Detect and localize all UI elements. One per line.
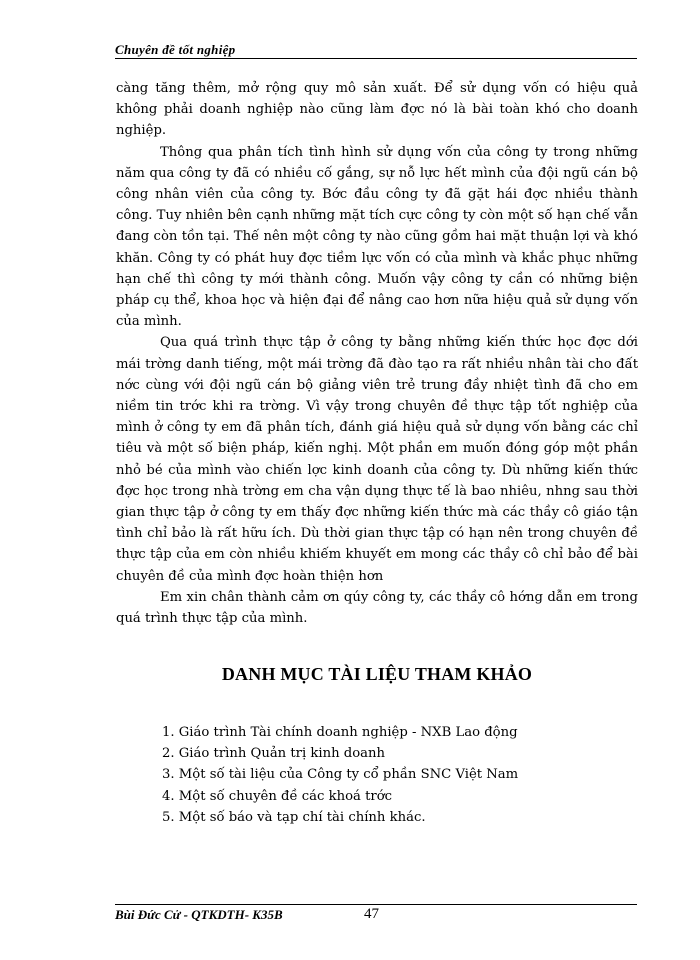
reference-item: 1. Giáo trình Tài chính doanh nghiệp - NXB Lao động xyxy=(162,725,518,740)
body-text xyxy=(116,78,638,629)
references-list xyxy=(162,722,518,828)
reference-item: 4. Một số chuyên đề các khoá trớc xyxy=(162,788,393,804)
footer-author: Bùi Đức Cử - QTKDTH- K35B xyxy=(115,907,283,922)
running-header: Chuyên đề tốt nghiệp xyxy=(115,42,236,57)
paragraph: Em xin chân thành cảm ơn qúy công ty, các thầy cô hớng dẫn em trong quá trình thực tập của mình. xyxy=(116,589,638,627)
header-divider xyxy=(115,58,637,59)
reference-item: 2. Giáo trình Quản trị kinh doanh xyxy=(162,746,386,762)
page-number: 47 xyxy=(364,906,379,922)
paragraph-continuation: càng tăng thêm, mở rộng quy mô sản xuất. Để sử dụng vốn có hiệu quả không phải doanh nghiệp nào cũng làm đợc nó là bài toàn khó cho doanh nghiệp. xyxy=(116,81,638,139)
footer-divider xyxy=(115,904,637,905)
paragraph: Thông qua phân tích tình hình sử dụng vốn của công ty trong những năm qua công ty đã có nhiều cố gắng, sự nỗ lực hết mình của đội ngũ cán bộ công nhân viên của công ty. Bớc đầu công ty đã gặt hái đợc nhiều thành công. Tuy nhiên bên cạnh những mặt tích cực công ty còn một số hạn chế vẫn đang còn tồn tại. Thế nên một công ty nào cũng gồm hai mặt thuận lợi và khó khăn. Công ty có phát huy đợc tiềm lực vốn có của mình và khắc phục những hạn chế thì công ty mới thành công. Muốn vậy công ty cần có những biện pháp cụ thể, khoa học và hiện đại để nâng cao hơn nữa hiệu quả sử dụng vốn của mình. xyxy=(116,144,638,330)
references-heading: DANH MỤC TÀI LIỆU THAM KHẢO xyxy=(221,664,533,684)
paragraph: Qua quá trình thực tập ở công ty bằng những kiến thức học đợc dới mái trờng danh tiếng, một mái trờng đã đào tạo ra rất nhiều nhân tài cho đất nớc cùng với đội ngũ cán bộ giảng viên trẻ trung đầy nhiệt tình đã cho em niềm tin trớc khi ra trờng. Vì vậy trong chuyên đề thực tập tốt nghiệp của mình ở công ty em đã phân tích, đánh giá hiệu quả sử dụng vốn bằng các chỉ tiêu và một số biện pháp, kiến nghị. Một phần em muốn đóng góp một phần nhỏ bé của mình vào chiến lợc kinh doanh của công ty. Dù những kiến thức đợc học trong nhà trờng em cha vận dụng thực tế là bao nhiêu, nhng sau thời gian thực tập ở công ty em thấy đợc những kiến thức mà các thầy cô giáo tận tình chỉ bảo là rất hữu ích. Dù thời gian thực tập có hạn nên trong chuyên đề thực tập của em còn nhiều khiếm khuyết em mong các thầy cô chỉ bảo để bài chuyên đề của mình đợc hoàn thiện hơn xyxy=(116,335,638,584)
reference-item: 5. Một số báo và tạp chí tài chính khác. xyxy=(162,809,426,825)
reference-item: 3. Một số tài liệu của Công ty cổ phần SNC Việt Nam xyxy=(162,767,519,783)
